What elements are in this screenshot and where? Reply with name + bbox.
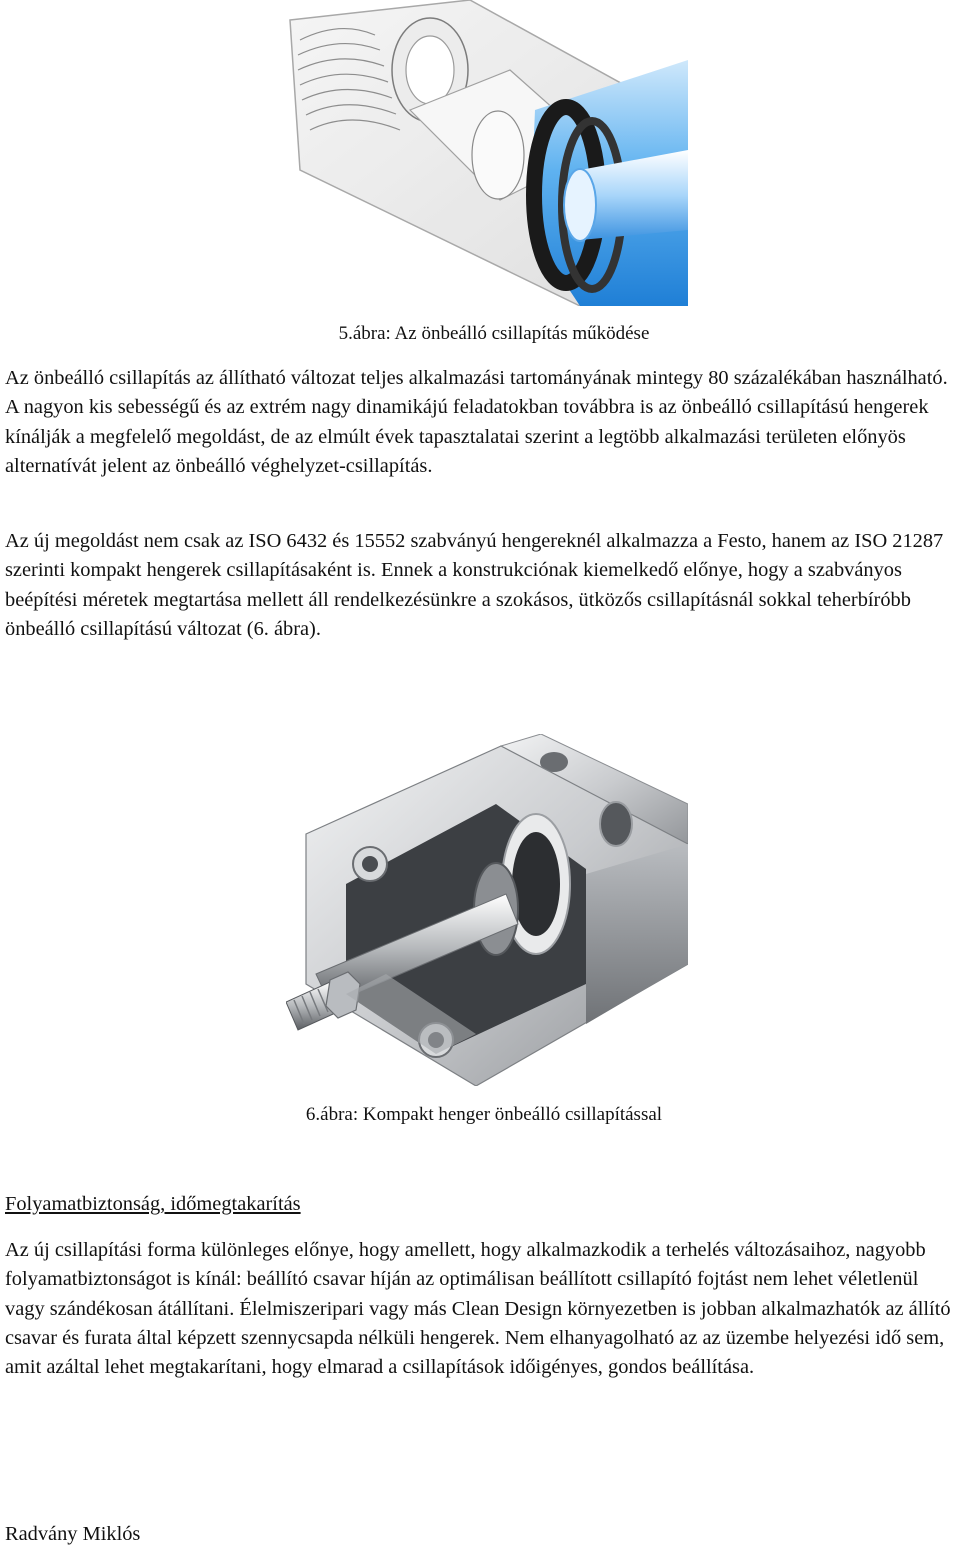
cushioning-cutaway-figure [280,0,688,306]
section-paragraph: Az új csillapítási forma különleges előnye, hogy amellett, hogy alkalmazkodik a terhelés változásaihoz, nagyobb folyamatbiztonságot is kínál: beállító csavar híján az optimálisan beállított csillapító fojtást nem lehet véletlenül vagy szándékosan átállítani. Élelmiszeripari vagy más Clean Design környezetben is jobban alkalmazhatók az állító csavar és furata által képzett szennycsapda nélküli hengerek. Nem elhanyagolható az az üzembe helyezési idő sem, amit azáltal lehet megtakarítani, hogy elmarad a csillapítások időigényes, gondos beállítása. [5,1239,951,1379]
body-paragraph-2: Az új megoldást nem csak az ISO 6432 és 15552 szabványú hengereknél alkalmazza a Festo, hanem az ISO 21287 szerinti kompakt hengerek csillapításaként is. Ennek a konstrukciónak kiemelkedő előnye, hogy a szabványos beépítési méretek megtartása mellett áll rendelkezésünkre a szokásos, ütközős csillapításnál sokkal teherbíróbb önbeálló csillapítású változat (6. ábra). [5,530,944,640]
section-heading: Folyamatbiztonság, időmegtakarítás [5,1193,301,1215]
author-name: Radvány Miklós [5,1523,141,1545]
body-paragraph-1: Az önbeálló csillapítás az állítható változat teljes alkalmazási tartományának mintegy 80 százalékában használható. A nagyon kis sebességű és az extrém nagy dinamikájú feladatokban továbbra is az önbeálló csillapítású hengerek kínálják a megfelelő megoldást, de az elmúlt évek tapasztalatai szerint a legtöbb alkalmazási területen előnyös alternatívát jelent az önbeálló véghelyzet-csillapítás. [5,367,948,477]
figure-6-caption: 6.ábra: Kompakt henger önbeálló csillapítással [305,1104,663,1125]
figure-5-caption: 5.ábra: Az önbeálló csillapítás működése [338,323,650,344]
compact-cylinder-figure [286,734,688,1086]
